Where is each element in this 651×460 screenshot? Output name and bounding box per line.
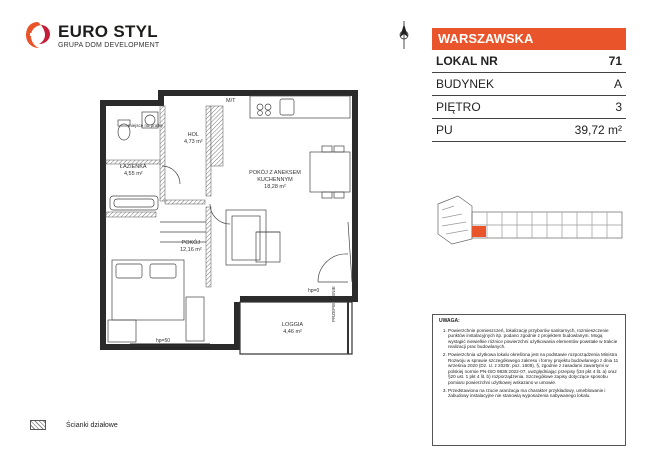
info-value: 71 bbox=[608, 54, 622, 68]
room-name: LOGGIA bbox=[282, 322, 304, 328]
unit-info-panel bbox=[432, 28, 626, 142]
brand-tagline: GRUPA DOM DEVELOPMENT bbox=[58, 42, 160, 49]
legend-label: Ścianki działowe bbox=[66, 421, 118, 429]
info-label: PIĘTRO bbox=[436, 100, 481, 114]
room-name: HOL bbox=[187, 132, 199, 138]
note-item: 3. Przedstawiona na rzucie aranżacja ma charakter przykładowy, umeblowanie i zabudowy instalacyjne nie stanowią wyposażenia nabywanego lokalu. bbox=[448, 388, 619, 399]
room-area: 4,46 m² bbox=[283, 329, 302, 335]
washer-label: miejsce na pralkę bbox=[128, 123, 164, 128]
room-label-pokoj bbox=[180, 240, 202, 254]
notes-title: UWAGA: bbox=[439, 318, 460, 324]
info-row-pietro bbox=[432, 96, 626, 119]
info-value: 3 bbox=[615, 100, 622, 114]
north-arrow-icon bbox=[396, 20, 412, 50]
info-label: PU bbox=[436, 123, 453, 137]
notes-box bbox=[432, 314, 626, 446]
room-area: 4,73 m² bbox=[184, 139, 203, 145]
euro-styl-logo-icon bbox=[24, 20, 52, 50]
room-name: POKÓJ Z ANEKSEM KUCHENNYM bbox=[249, 170, 301, 183]
info-label: BUDYNEK bbox=[436, 77, 495, 91]
room-label-loggia bbox=[282, 322, 303, 336]
legend bbox=[30, 420, 118, 430]
room-name: ŁAZIENKA bbox=[120, 164, 147, 170]
info-row-pu bbox=[432, 119, 626, 142]
building-site-plan bbox=[432, 184, 626, 274]
info-value: 39,72 m² bbox=[574, 123, 622, 137]
info-row-budynek bbox=[432, 73, 626, 96]
partition-wall-swatch bbox=[30, 420, 46, 430]
info-value: A bbox=[613, 77, 622, 91]
brand-name: EURO STYL bbox=[58, 22, 158, 41]
notes-list bbox=[439, 328, 619, 399]
room-area: 4,55 m² bbox=[123, 171, 143, 177]
street-name: WARSZAWSKA bbox=[432, 28, 626, 50]
info-label: LOKAL NR bbox=[436, 54, 498, 68]
partition-label: PRZEPIERZENIE bbox=[331, 286, 336, 322]
room-area: 18,28 m² bbox=[264, 184, 286, 190]
note-item: 2. Powierzchnia użytkowa lokalu określona jest na podstawie rozporządzenia Ministra Rozwoju w sprawie szczegółowego zakresu i formy projektu budowlanego z dnia 11 września 2020 (Dz. U. z 2020r. poz. 1609), §, zgodnie z zasadami zawartymi w polskiej normie PN-ISO 9836:2022-07, uwzględniając przepisy §34 pkt 4 lit. a) oraz §20 ust. 1 pkt 4 lit. b) rozporządzenia. Szczegółowe zapisy dotyczące sposobu pomiaru powierzchni użytkowej wskazano w umowie. bbox=[448, 352, 619, 386]
floor-plan bbox=[90, 82, 370, 362]
hp-label-balcony-door: hp=0 bbox=[308, 288, 320, 294]
hp-label-window: hp=50 bbox=[156, 338, 171, 344]
brand-logo bbox=[24, 20, 164, 60]
room-name: POKÓJ bbox=[181, 240, 201, 246]
room-label-pokoj-aneks bbox=[240, 170, 310, 191]
note-item: 1. Powierzchnie pomieszczeń, lokalizację przyborów sanitarnych, rozmieszczenie punktów instalacyjnych itp. podano zgodnie z projektem budowlanym. Mogą wystąpić niewielkie różnice powierzchni użytkowania elementów powstałe w trakcie realizacji prac budowlanych. bbox=[448, 328, 619, 350]
info-row-lokal bbox=[432, 50, 626, 73]
room-label-lazienka bbox=[120, 164, 147, 178]
room-area: 12,16 m² bbox=[180, 247, 202, 253]
mt-label: M/T bbox=[226, 98, 236, 104]
room-label-hol bbox=[184, 132, 203, 146]
